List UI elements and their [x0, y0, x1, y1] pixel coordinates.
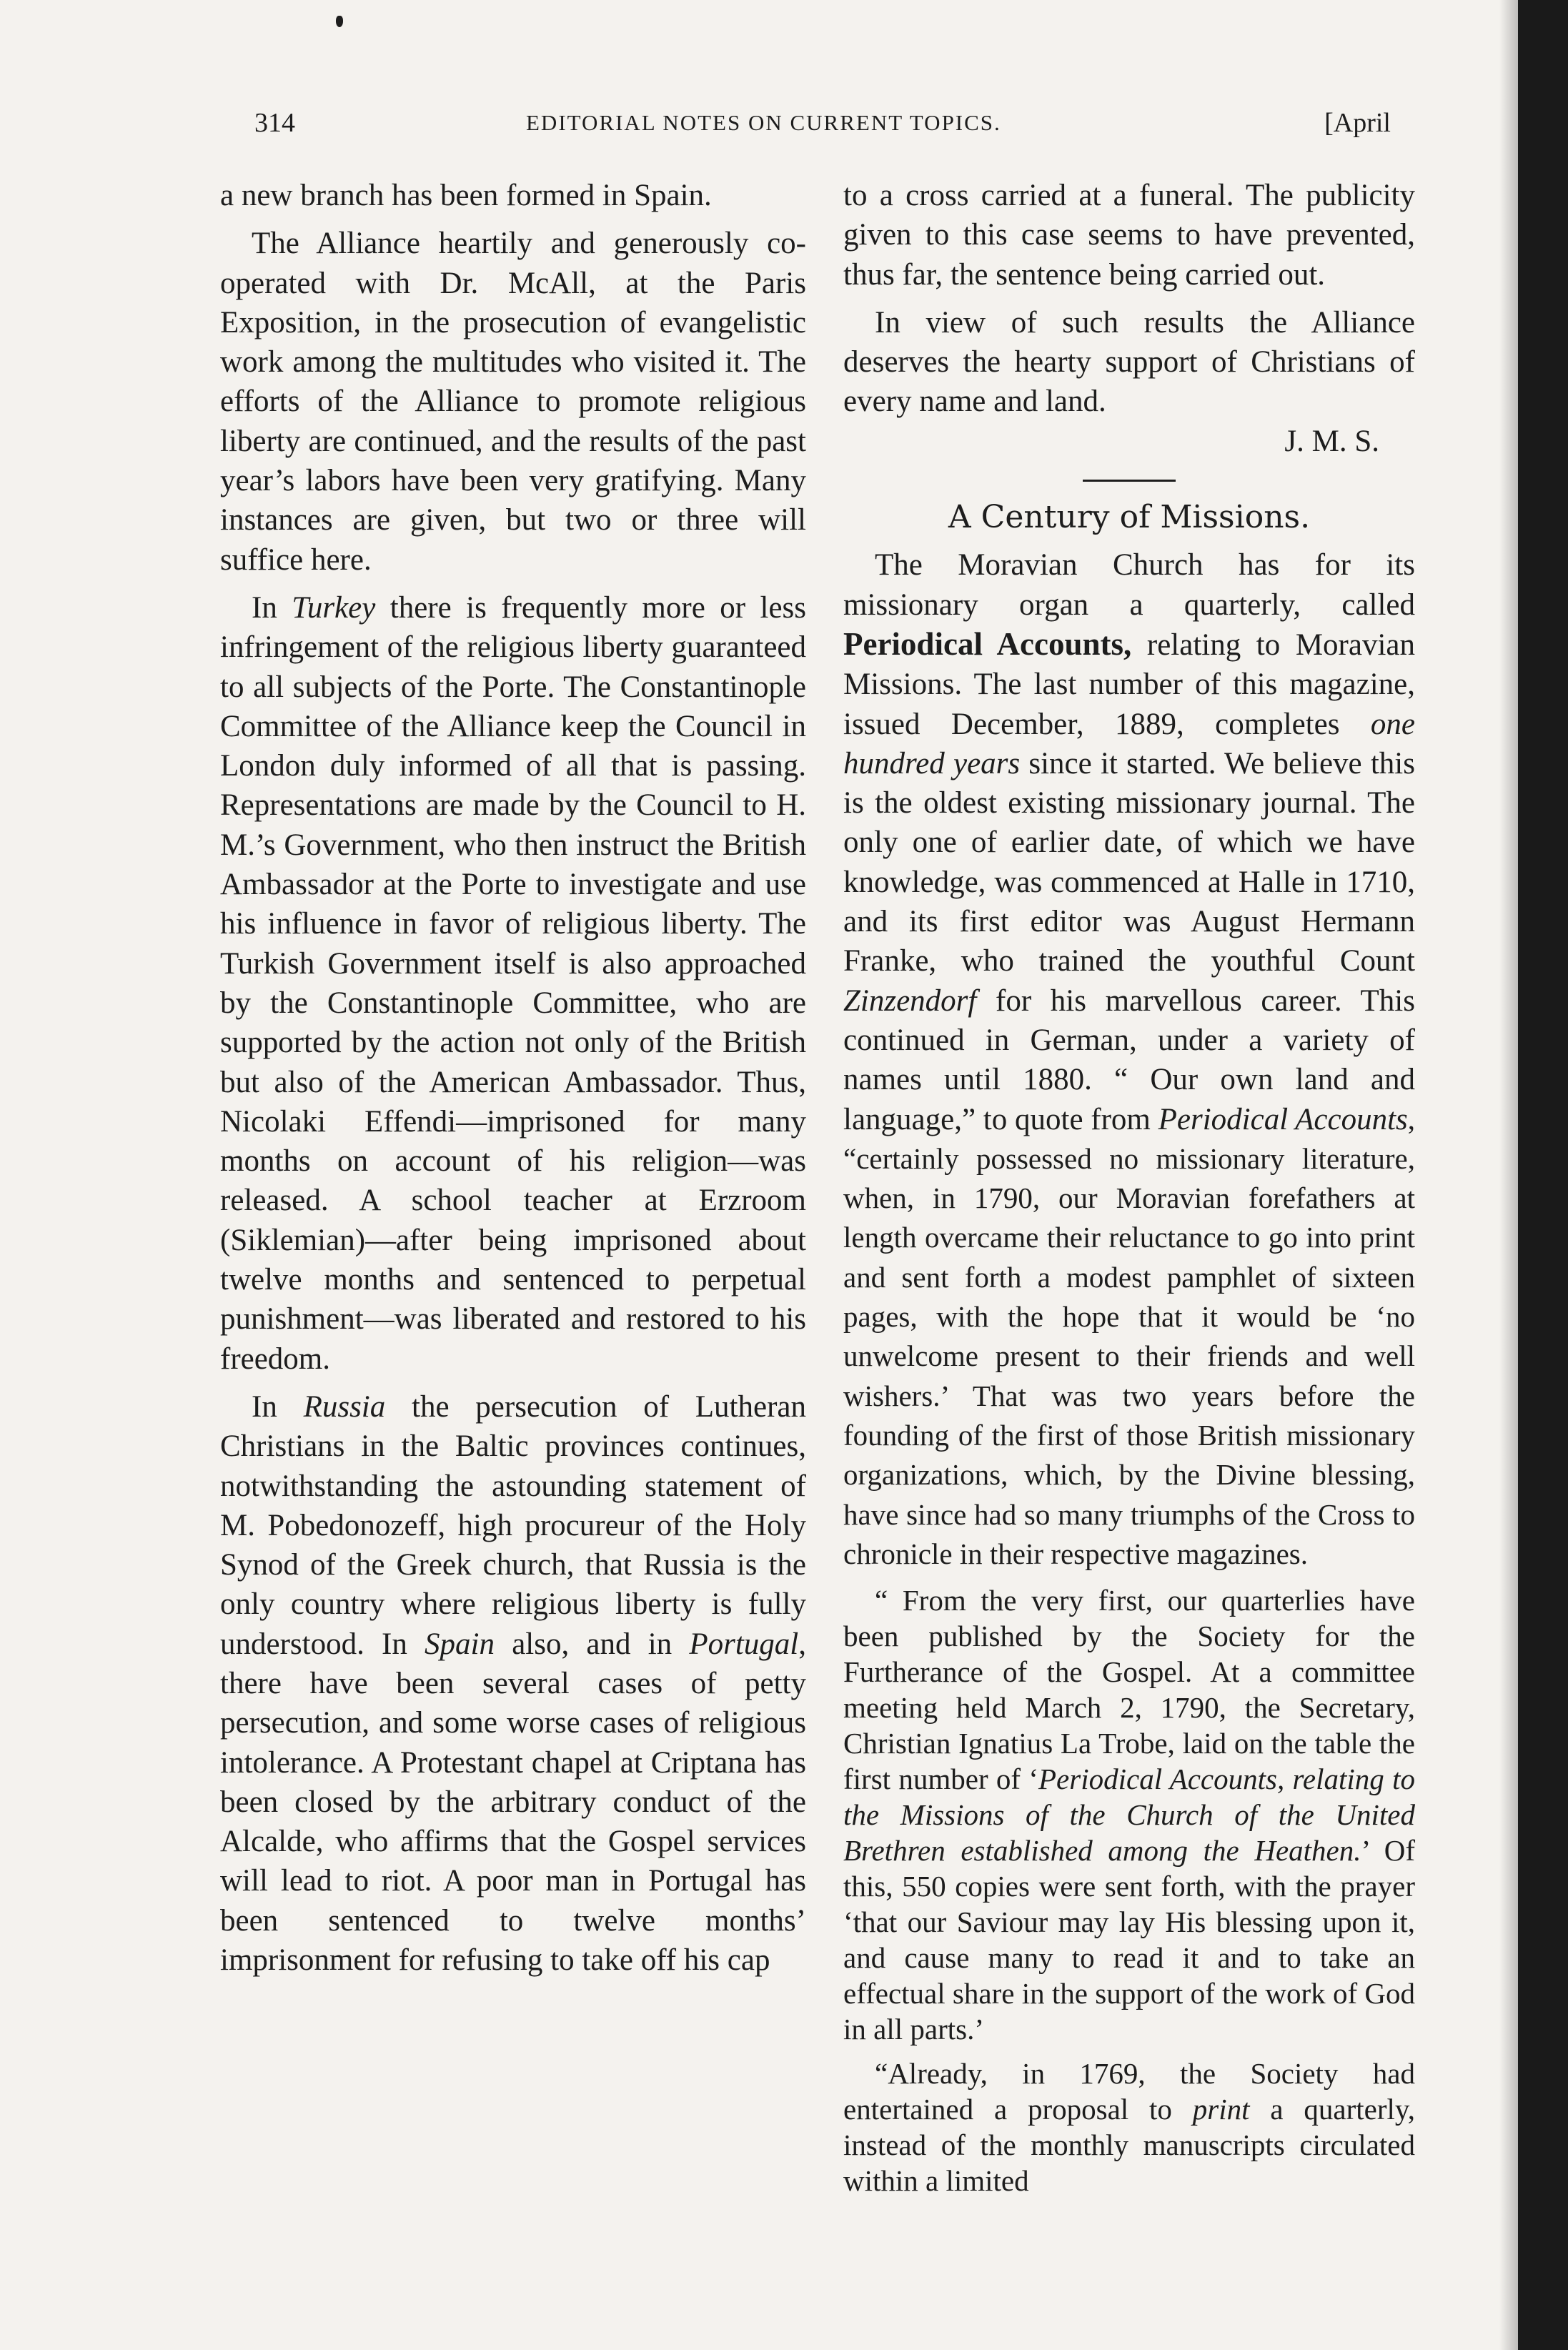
paragraph: In view of such results the Alliance deserves the hearty support of Christians of every name and land. — [843, 305, 1415, 419]
italic-place-name: Turkey — [292, 590, 376, 625]
italic-emphasis: print — [1192, 2093, 1250, 2126]
left-column — [220, 176, 806, 1980]
running-head: EDITORIAL NOTES ON CURRENT TOPICS. — [526, 110, 1001, 135]
text-run: The Moravian Church has for its missionary organ a quarterly, called — [843, 548, 1415, 622]
text-run: there is frequently more or less infringement of the religious liberty guaranteed to all subjects of the Porte. The Constantinople Committee of the Alliance keep the Council in London duly informed of all that is passing. Representations are made by the Council to H. M.’s Government, who then instruct the British Ambassador at the Porte to investigate and use his influence in favor of religious liberty. The Turkish Government itself is also approached by the Constantinople Committee, who are supported by the action not only of the British but also of the American Ambassador. Thus, Nicolaki Effendi—imprisoned for many months on account of his religion—was released. A school teacher at Erzroom (Siklemian)—after being imprisoned about twelve months and sentenced to perpetual punishment—was liberated and restored to his freedom. — [220, 590, 806, 1376]
quoted-paragraph — [843, 2056, 1415, 2198]
paragraph — [220, 1387, 806, 1980]
right-column — [843, 176, 1415, 2198]
page-header — [254, 107, 1398, 164]
italic-place-name: Russia — [303, 1389, 386, 1424]
text-run: the persecution of Lutheran Christians in the Baltic provinces continues, notwithstanding the astounding statement of M. Pobedonozeff, high procureur of the Holy Synod of the Greek church, that Russia is the only country where religious liberty is fully understood. In — [220, 1389, 806, 1661]
paragraph: The Alliance heartily and generously co-operated with Dr. McAll, at the Paris Exposition, in the prosecution of evangelistic work among the multitudes who visited it. The efforts of the Alliance to promote religious liberty are continued, and the results of the past year’s labors have been very gratifying. Many instances are given, but two or three will suffice here. — [220, 227, 806, 577]
paragraph: a new branch has been formed in Spain. — [220, 179, 712, 212]
text-run: for his marvellous career. This continued in German, under a variety of names until 1880. “ Our own land and language,” to quote from — [843, 983, 1415, 1136]
text-run: In — [252, 1389, 304, 1424]
scan-binding-edge — [1518, 0, 1568, 2350]
text-run: , there have been several cases of petty persecution, and some worse cases of religious intolerance. A Protestant chapel at Criptana has been closed by the arbitrary conduct of the Alcalde, who affirms that the Gospel services will lead to riot. A poor man in Portugal has been sentenced to twelve months’ imprisonment for refusing to take off his cap — [220, 1627, 806, 1978]
text-run: “Already, in 1769, the Society had entertained a proposal to — [843, 2057, 1415, 2126]
publication-title: Periodical Accounts, — [843, 625, 1132, 662]
section-heading: A Century of Missions. — [948, 499, 1311, 536]
page-number: 314 — [254, 108, 295, 138]
paragraph — [220, 588, 806, 1379]
paragraph: to a cross carried at a funeral. The publicity given to this case seems to have prevented, thus far, the sentence being carried out. — [843, 179, 1415, 292]
ink-speck — [336, 16, 343, 27]
section-divider — [1083, 480, 1176, 482]
text-run: also, and in — [495, 1627, 690, 1661]
scan-shadow — [1499, 0, 1518, 2350]
italic-emphasis: one hundred years — [843, 707, 1415, 780]
italic-name: Zinzendorf — [843, 983, 977, 1018]
italic-place-name: Spain — [425, 1627, 495, 1661]
italic-place-name: Portugal — [689, 1627, 799, 1661]
author-signature: J. M. S. — [1284, 424, 1379, 458]
text-run: since it started. We believe this is the oldest existing missionary journal. The only one of earlier date, of which we have knowledge, was commenced at Halle in 1710, and its first editor was August Hermann Franke, who trained the youthful Count — [843, 746, 1415, 978]
quoted-text: , “certainly possessed no missionary literature, when, in 1790, our Moravian forefathers at length overcame their reluctance to go into print and sent forth a modest pamphlet of sixteen pages, with the hope that it would be ‘no unwelcome present to their friends and well wishers.’ That was two years before the founding of the first of those British missionary organizations, which, by the Divine blessing, have since had so many triumphs of the Cross to chronicle in their respective magazines. — [843, 1102, 1415, 1570]
text-run: a quarterly, instead of the monthly manuscripts circulated within a limited — [843, 2093, 1415, 2198]
text-run: In — [252, 590, 292, 625]
header-date: [April — [1324, 108, 1391, 138]
text-run: “ From the very first, our quarterlies have been published by the Society for the Furtherance of the Gospel. At a committee meeting held March 2, 1790, the Secretary, Christian Ignatius La Trobe, laid on the table the first number of ‘ — [843, 1584, 1415, 1796]
paragraph — [843, 545, 1415, 1574]
quoted-paragraph — [843, 1582, 1415, 2047]
text-run: relating to Moravian Missions. The last number of this magazine, issued December, 1889, completes — [843, 628, 1415, 741]
text-run: ’ Of this, 550 copies were sent forth, with the prayer ‘that our Saviour may lay His blessing upon it, and cause many to read it and to take an effectual share in the support of the work of God in all parts.’ — [843, 1834, 1415, 2046]
italic-title: Periodical Accounts, relating to the Missions of the Church of the United Brethren established among the Heathen. — [843, 1762, 1415, 1868]
italic-title: Periodical Accounts — [1158, 1102, 1408, 1136]
